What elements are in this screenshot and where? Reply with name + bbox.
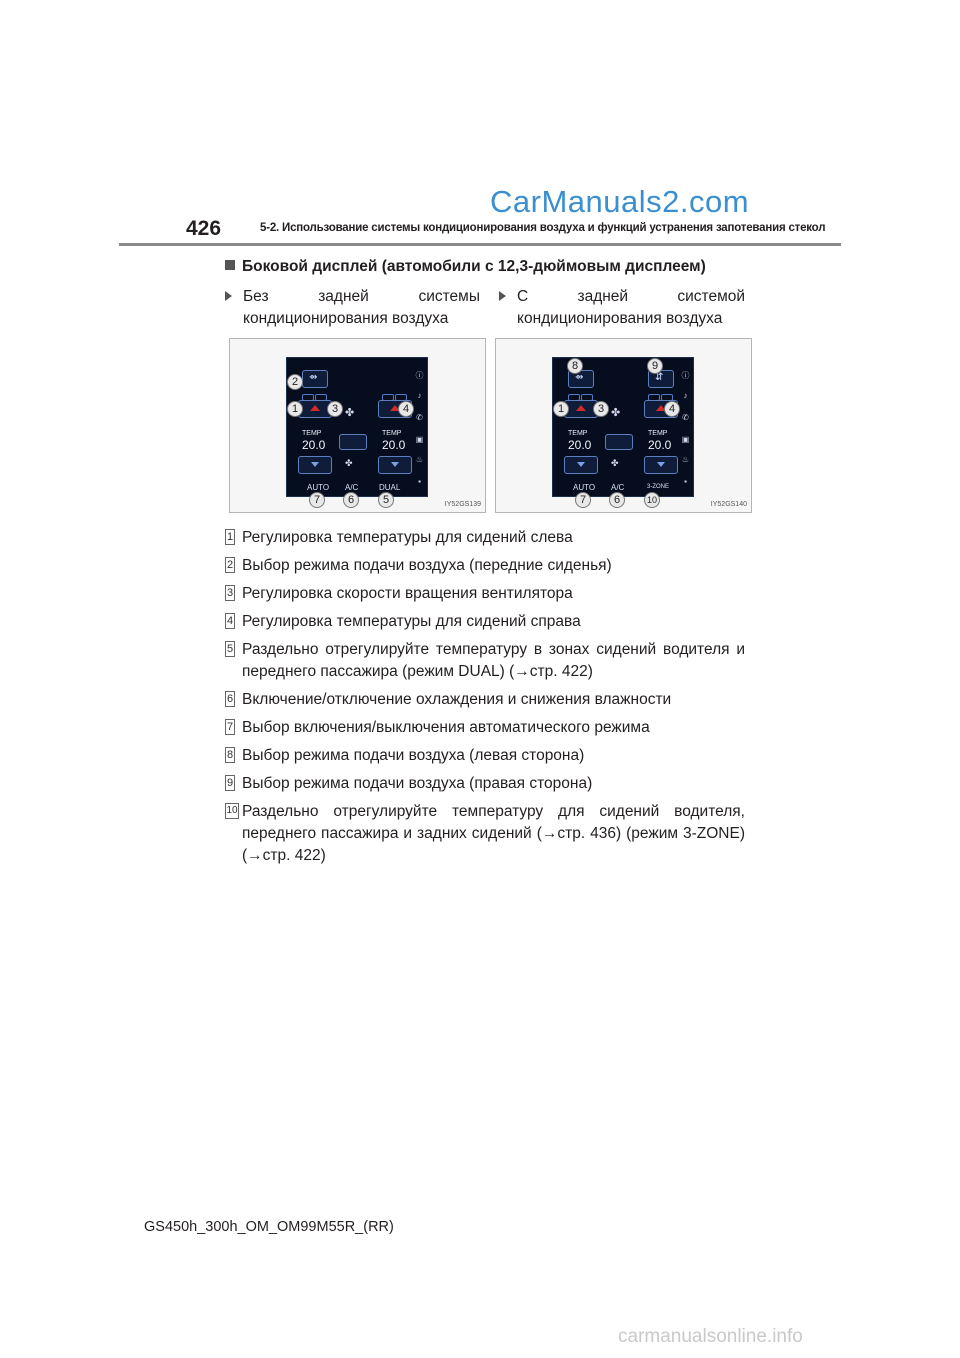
case-right-line1 bbox=[517, 286, 745, 308]
music-icon[interactable]: ♪ bbox=[683, 391, 688, 400]
arrow-up-icon bbox=[310, 405, 320, 411]
case-left-line2: кондиционирования воздуха bbox=[243, 310, 449, 327]
item-number: 10 bbox=[225, 803, 239, 819]
item-number: 1 bbox=[226, 531, 234, 543]
temp-right-down-button[interactable] bbox=[378, 456, 412, 474]
case-left-line1 bbox=[243, 286, 480, 308]
item-number: 6 bbox=[226, 693, 234, 705]
arrow-up-icon bbox=[576, 405, 586, 411]
callout-3: 3 bbox=[327, 401, 343, 417]
temp-left-label: TEMP bbox=[302, 430, 322, 437]
ac-button[interactable]: A/C bbox=[611, 483, 625, 492]
word: задней bbox=[318, 288, 369, 305]
item-text: Регулировка скорости вращения вентилятора bbox=[242, 585, 573, 602]
ac-button[interactable]: A/C bbox=[345, 483, 359, 492]
arrow-down-icon bbox=[311, 462, 319, 467]
seat-airflow-icon: ⇴ bbox=[309, 372, 318, 383]
climate-screen-left bbox=[286, 357, 428, 497]
list-item bbox=[225, 555, 745, 577]
item-number: 5 bbox=[226, 643, 234, 655]
info-icon[interactable]: ⓘ bbox=[415, 371, 424, 380]
temp-left-label: TEMP bbox=[568, 430, 588, 437]
item-text: Раздельно отрегулируйте температуру для сидений водителя, переднего пассажира и задних сидений (→стр. 436) (режим 3-ZONE) (→стр. 422) bbox=[242, 803, 745, 864]
item-text: Регулировка температуры для сидений слева bbox=[242, 529, 573, 546]
item-number: 7 bbox=[226, 721, 234, 733]
document-code: GS450h_300h_OM_OM99M55R_(RR) bbox=[144, 1219, 394, 1235]
callout-1: 1 bbox=[553, 401, 569, 417]
list-item bbox=[225, 801, 745, 867]
music-icon[interactable]: ♪ bbox=[417, 391, 422, 400]
three-zone-button[interactable]: 3-ZONE bbox=[647, 484, 670, 490]
climate-icon[interactable]: ▣ bbox=[681, 435, 690, 444]
page-number: 426 bbox=[186, 217, 222, 240]
seat-airflow-icon: ⇴ bbox=[575, 372, 584, 383]
list-item bbox=[225, 745, 745, 767]
auto-button[interactable]: AUTO bbox=[307, 483, 330, 492]
list-item bbox=[225, 583, 745, 605]
fan-icon: ✤ bbox=[345, 407, 355, 419]
callout-1: 1 bbox=[287, 401, 303, 417]
fan-speed-slider[interactable] bbox=[605, 434, 633, 450]
callout-8: 8 bbox=[567, 358, 583, 374]
word: Без bbox=[243, 288, 269, 305]
display-icon[interactable]: ▪ bbox=[684, 477, 687, 486]
item-text: Регулировка температуры для сидений справа bbox=[242, 613, 581, 630]
item-number: 2 bbox=[226, 559, 234, 571]
temp-left-value: 20.0 bbox=[568, 438, 592, 452]
temp-left-down-button[interactable] bbox=[564, 456, 598, 474]
phone-icon[interactable]: ✆ bbox=[682, 413, 689, 422]
list-item bbox=[225, 717, 745, 739]
item-number: 3 bbox=[226, 587, 234, 599]
callout-10: 10 bbox=[644, 492, 660, 508]
arrow-down-icon bbox=[657, 462, 665, 467]
triangle-bullet-icon bbox=[499, 291, 506, 301]
square-bullet-icon bbox=[225, 260, 235, 270]
figure-right bbox=[495, 338, 752, 513]
case-right-line2: кондиционирования воздуха bbox=[517, 310, 723, 327]
callout-9: 9 bbox=[647, 358, 663, 374]
fan-icon: ✤ bbox=[611, 458, 619, 468]
item-number: 9 bbox=[226, 777, 234, 789]
callout-2: 2 bbox=[287, 374, 303, 390]
arrow-down-icon bbox=[577, 462, 585, 467]
item-number: 8 bbox=[226, 749, 234, 761]
callout-4: 4 bbox=[664, 401, 680, 417]
callout-7: 7 bbox=[309, 492, 325, 508]
seat-airflow-icon: ⇵ bbox=[655, 372, 664, 383]
list-item bbox=[225, 639, 745, 683]
callout-5: 5 bbox=[378, 492, 394, 508]
item-number: 4 bbox=[226, 615, 234, 627]
item-text: Выбор режима подачи воздуха (передние сиденья) bbox=[242, 557, 612, 574]
temp-left-value: 20.0 bbox=[302, 438, 326, 452]
temp-left-down-button[interactable] bbox=[298, 456, 332, 474]
subsection-heading-text: Боковой дисплей (автомобили с 12,3-дюймовым дисплеем) bbox=[242, 258, 706, 275]
callout-6: 6 bbox=[343, 492, 359, 508]
callout-6: 6 bbox=[609, 492, 625, 508]
subsection-heading bbox=[225, 258, 706, 276]
section-title: 5-2. Использование системы кондиционирования воздуха и функций устранения запотевания стекол bbox=[260, 222, 826, 234]
callout-7: 7 bbox=[575, 492, 591, 508]
climate-screen-right bbox=[552, 357, 694, 497]
item-text: Выбор режима подачи воздуха (правая сторона) bbox=[242, 775, 593, 792]
fan-speed-slider[interactable] bbox=[339, 434, 367, 450]
temp-right-label: TEMP bbox=[382, 430, 402, 437]
item-text: Включение/отключение охлаждения и снижения влажности bbox=[242, 691, 672, 708]
header-rule bbox=[119, 243, 841, 246]
list-item bbox=[225, 773, 745, 795]
callout-3: 3 bbox=[593, 401, 609, 417]
word: задней bbox=[577, 288, 629, 305]
temp-right-value: 20.0 bbox=[382, 438, 406, 452]
figure-left bbox=[229, 338, 486, 513]
word: системы bbox=[418, 288, 480, 305]
arrow-down-icon bbox=[391, 462, 399, 467]
figure-right-code: IY52GS140 bbox=[710, 501, 747, 508]
seat-icon[interactable]: ♨ bbox=[681, 455, 690, 464]
temp-right-down-button[interactable] bbox=[644, 456, 678, 474]
climate-icon[interactable]: ▣ bbox=[415, 435, 424, 444]
phone-icon[interactable]: ✆ bbox=[416, 413, 423, 422]
air-flow-mode-button[interactable] bbox=[302, 370, 328, 388]
info-icon[interactable]: ⓘ bbox=[681, 371, 690, 380]
callout-4: 4 bbox=[398, 401, 414, 417]
item-text: Выбор режима подачи воздуха (левая сторона) bbox=[242, 747, 585, 764]
temp-right-label: TEMP bbox=[648, 430, 668, 437]
fan-icon: ✤ bbox=[611, 407, 621, 419]
list-item bbox=[225, 611, 745, 633]
list-item bbox=[225, 689, 745, 711]
auto-button[interactable]: AUTO bbox=[573, 483, 596, 492]
case-right bbox=[499, 286, 745, 330]
dual-button[interactable]: DUAL bbox=[379, 483, 401, 492]
seat-icon[interactable]: ♨ bbox=[415, 455, 424, 464]
case-left bbox=[225, 286, 480, 330]
item-text: Раздельно отрегулируйте температуру в зонах сидений водителя и переднего пассажира (режим DUAL) (→стр. 422) bbox=[242, 641, 745, 680]
watermark-bottom: carmanualsonline.info bbox=[618, 1326, 803, 1347]
word: С bbox=[517, 288, 529, 305]
triangle-bullet-icon bbox=[225, 291, 232, 301]
temp-right-value: 20.0 bbox=[648, 438, 672, 452]
fan-icon: ✤ bbox=[345, 458, 353, 468]
watermark-top: CarManuals2.com bbox=[490, 184, 750, 219]
display-icon[interactable]: ▪ bbox=[418, 477, 421, 486]
figure-left-code: IY52GS139 bbox=[444, 501, 481, 508]
word: системой bbox=[677, 288, 745, 305]
item-text: Выбор включения/выключения автоматического режима bbox=[242, 719, 650, 736]
list-item bbox=[225, 527, 745, 549]
